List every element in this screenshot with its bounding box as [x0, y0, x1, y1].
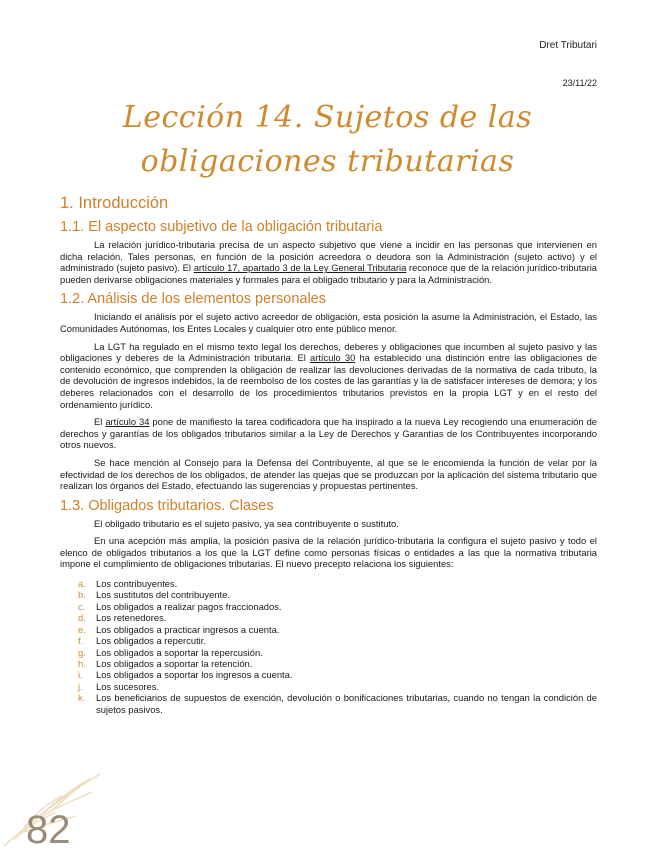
list-marker: b.: [78, 589, 86, 601]
list-item-text: Los retenedores.: [96, 612, 167, 624]
list-item: [60, 578, 597, 589]
section-heading-introduccion: 1. Introducción: [60, 194, 169, 212]
page-number: 82: [26, 808, 71, 852]
header-date: 23/11/22: [562, 78, 597, 88]
text-run: La relación jurídico-tributaria precisa de un aspecto subjetivo que viene a incidir en las personas que intervienen en dicha relación. Tales personas, en función de la posición acreedora o deudora son la Administración (sujeto activo) y el administrado (sujeto pasivo). El: [60, 239, 597, 274]
list-marker: e.: [78, 623, 86, 635]
list-marker: c.: [78, 600, 86, 612]
list-marker: a.: [78, 578, 86, 590]
paragraph: En una acepción más amplia, la posición pasiva de la relación jurídico-tributaria la configura el sujeto pasivo y todo el elenco de obligados tributarios a los que la LGT define como personas físicas o entidades a las que la normativa tributaria impone el cumplimiento de obligaciones tributarias. El nuevo precepto relaciona los siguientes:: [60, 535, 597, 570]
text-run: reconoce que de la relación jurídico-tributaria pueden derivarse obligaciones materiales y formales para el obligado tributario y para la Administración.: [60, 262, 597, 285]
list-item-text: Los sustitutos del contribuyente.: [96, 589, 230, 601]
text-run: pone de manifiesto la tarea codificadora que ha inspirado a la nueva Ley recogiendo una enumeración de derechos y garantías de los obligados tributarios similar a la Ley de Derechos y Garantías de los Contribuyentes incorporando otros nuevos.: [60, 416, 597, 451]
section-heading-elementos-personales: 1.2. Análisis de los elementos personales: [60, 291, 326, 308]
document-body: [60, 194, 597, 715]
paragraph: [60, 416, 597, 451]
paragraph: Iniciando el análisis por el sujeto activo acreedor de obligación, esta posición la asume la Administración, el Estado, las Comunidades Autónomas, los Entes Locales y cualquier otro ente público menor.: [60, 311, 597, 334]
list-item-text: Los obligados a soportar la repercusión.: [96, 646, 263, 658]
paragraph: El obligado tributario es el sujeto pasivo, ya sea contribuyente o sustituto.: [94, 517, 399, 529]
list-marker: i.: [78, 669, 83, 681]
text-run: La LGT ha regulado en el mismo texto legal los derechos, deberes y obligaciones que incumben al sujeto pasivo y las obligaciones y deberes de la Administración tributaria. El: [60, 340, 597, 364]
list-item-text: Los obligados a soportar la retención.: [96, 657, 253, 669]
list-item-text: Los obligados a repercutir.: [96, 635, 206, 647]
list-marker: h.: [78, 657, 86, 669]
list-item: [60, 635, 597, 646]
link-articulo-17[interactable]: artículo 17, apartado 3 de la Ley General Tributaria: [193, 262, 407, 274]
list-marker: d.: [78, 612, 86, 624]
list-item-text: Los obligados a realizar pagos fraccionados.: [96, 600, 282, 612]
header-course: Dret Tributari: [539, 40, 597, 51]
list-item-text: Los obligados a practicar ingresos a cuenta.: [96, 623, 280, 635]
list-item: [60, 647, 597, 658]
list-item: [60, 589, 597, 600]
link-articulo-34[interactable]: artículo 34: [105, 416, 150, 428]
list-item: [60, 624, 597, 635]
list-item: [60, 692, 597, 715]
list-marker: j.: [78, 680, 83, 692]
list-item-text: Los obligados a soportar los ingresos a cuenta.: [96, 669, 293, 681]
list-item: [60, 669, 597, 680]
obligados-list: [60, 578, 597, 715]
paragraph: [60, 239, 597, 285]
list-item-text: Los beneficiarios de supuestos de exención, devolución o bonificaciones tributarias, cuando no tengan la condición de sujetos pasivos.: [96, 692, 597, 715]
link-articulo-30[interactable]: artículo 30: [309, 352, 356, 364]
list-item-text: Los sucesores.: [96, 680, 160, 692]
paragraph: [60, 341, 597, 411]
section-heading-obligados-tributarios: 1.3. Obligados tributarios. Clases: [60, 497, 274, 514]
list-marker: f.: [78, 635, 84, 647]
list-item: [60, 601, 597, 612]
text-run: ha establecido una distinción entre las obligaciones de contenido económico, que comprenden la obligación de realizar las devoluciones derivadas de la normativa de cada tributo, la de devolución de ingresos indebidos, la de reembolso de los costes de las garantías y la de satisfacer intereses de demora; y los deberes relacionados con el desarrollo de los procedimientos tributarios previstos en la propia LGT y en el resto del ordenamiento jurídico.: [60, 352, 597, 410]
list-item: [60, 681, 597, 692]
lesson-title: Lección 14. Sujetos de las obligaciones tributarias: [122, 100, 533, 179]
list-item-text: Los contribuyentes.: [96, 578, 178, 590]
list-item: [60, 658, 597, 669]
list-marker: g.: [78, 646, 86, 658]
section-heading-aspecto-subjetivo: 1.1. El aspecto subjetivo de la obligación tributaria: [60, 219, 383, 235]
text-run: El: [94, 416, 106, 428]
list-marker: k.: [78, 692, 86, 704]
list-item: [60, 612, 597, 623]
paragraph: Se hace mención al Consejo para la Defensa del Contribuyente, al que se le encomienda la función de velar por la efectividad de los derechos de los obligados, de atender las quejas que se produzcan por la aplicación del sistema tributario que realizan los órganos del Estado, efectuando las sugerencias y propuestas pertinentes.: [60, 456, 597, 492]
